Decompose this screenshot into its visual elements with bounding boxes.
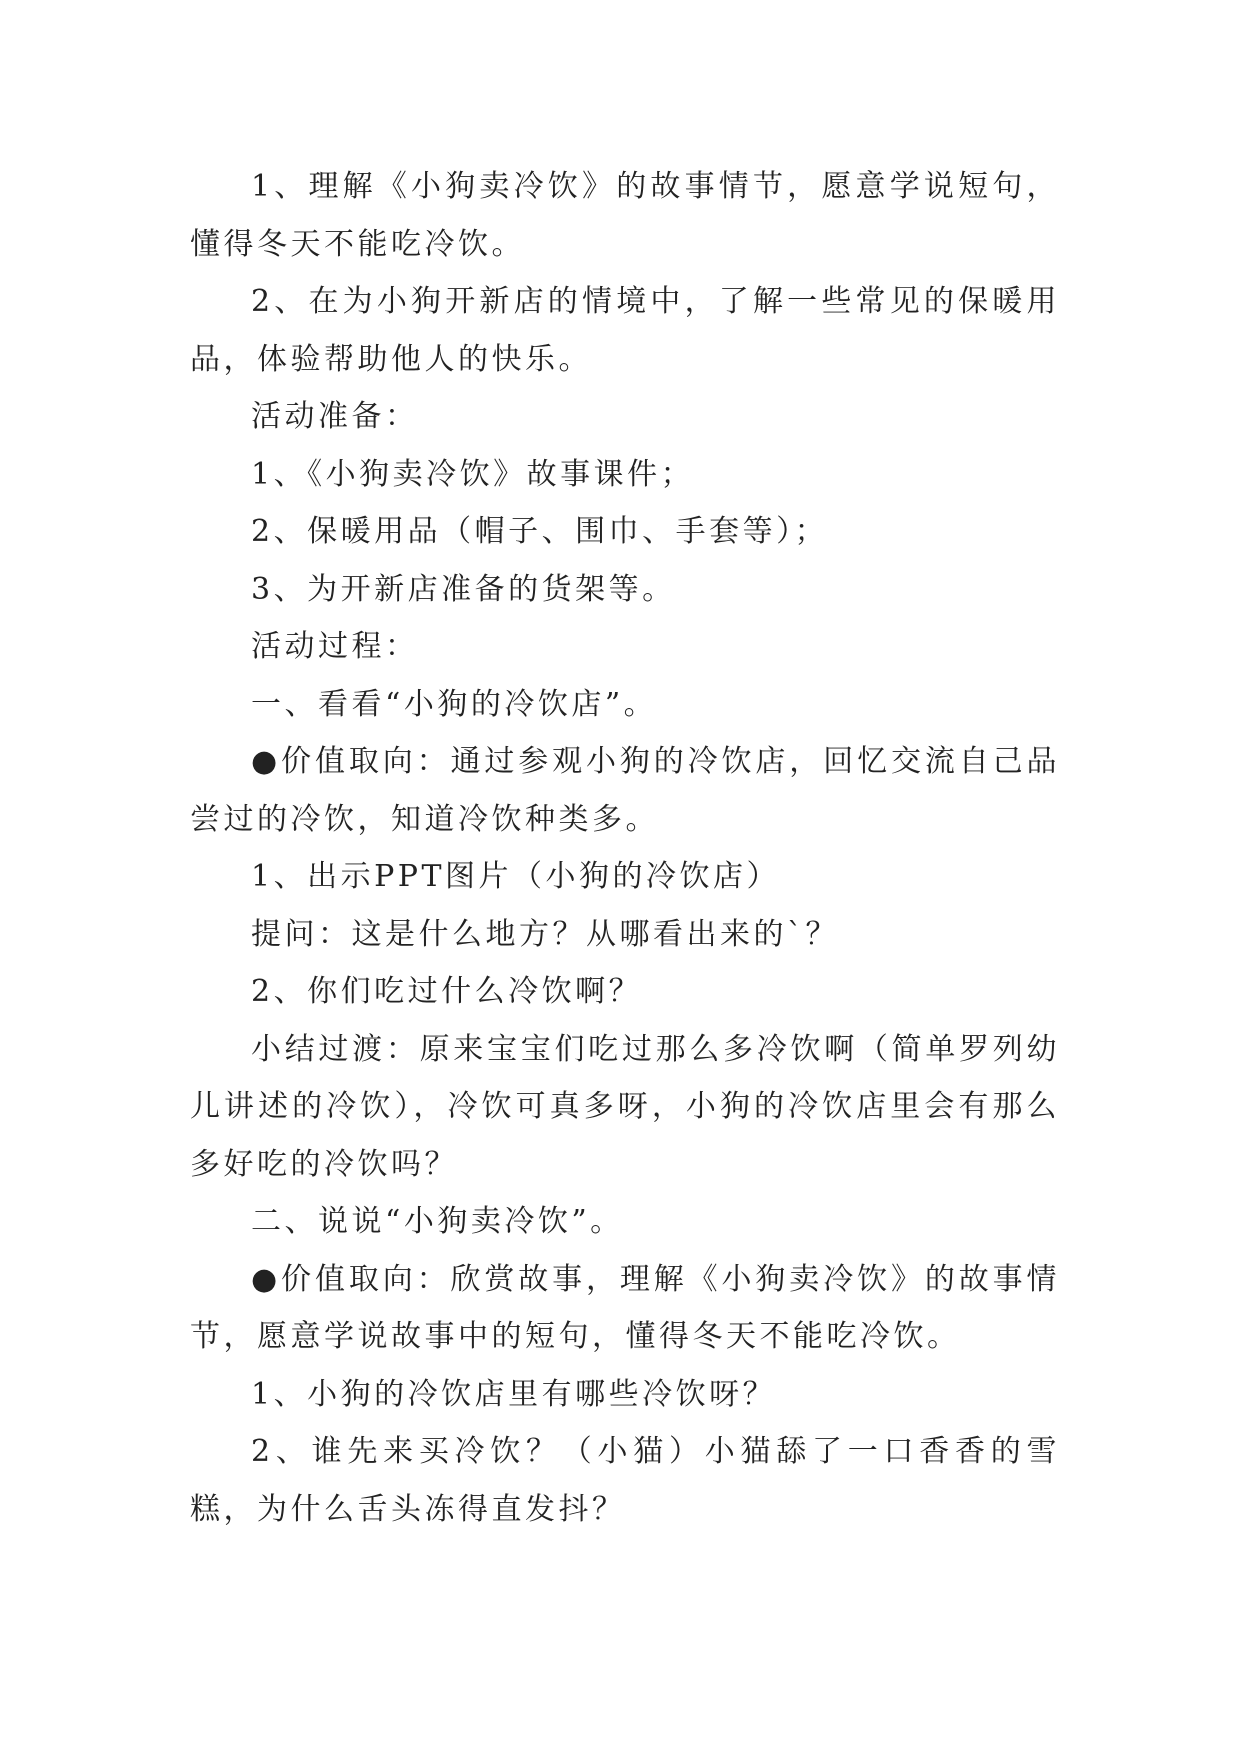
paragraph-prep-3: 3、为开新店准备的货架等。: [251, 571, 676, 607]
document-body: [190, 158, 1060, 1538]
value-orientation-2: ●价值取向：欣赏故事，理解《小狗卖冷饮》的故事情节，愿意学说故事中的短句，懂得冬天不能吃冷饮。: [190, 1261, 1060, 1354]
paragraph-objective-1: 1、理解《小狗卖冷饮》的故事情节，愿意学说短句，懂得冬天不能吃冷饮。: [190, 169, 1060, 262]
paragraph-objective-2: 2、在为小狗开新店的情境中，了解一些常见的保暖用品，体验帮助他人的快乐。: [190, 284, 1060, 377]
section-heading-2: 二、说说“小狗卖冷饮”。: [251, 1204, 624, 1239]
section-heading-1: 一、看看“小狗的冷饮店”。: [251, 686, 658, 722]
paragraph-story-step-2: 2、谁先来买冷饮？（小猫）小猫舔了一口香香的雪糕，为什么舌头冻得直发抖？: [190, 1434, 1060, 1527]
paragraph-summary: 小结过渡：原来宝宝们吃过那么多冷饮啊（简单罗列幼儿讲述的冷饮），冷饮可真多呀，小狗的冷饮店里会有那么多好吃的冷饮吗？: [190, 1031, 1060, 1182]
heading-process: 活动过程：: [251, 629, 419, 664]
value-orientation-1: ●价值取向：通过参观小狗的冷饮店，回忆交流自己品尝过的冷饮，知道冷饮种类多。: [190, 744, 1060, 837]
heading-preparation: 活动准备：: [251, 399, 419, 434]
paragraph-question-1: 提问：这是什么地方？从哪看出来的`？: [251, 916, 839, 952]
paragraph-prep-1: 1、《小狗卖冷饮》故事课件；: [251, 456, 695, 492]
paragraph-step-2: 2、你们吃过什么冷饮啊？: [251, 974, 643, 1009]
paragraph-prep-2: 2、保暖用品（帽子、围巾、手套等）；: [251, 514, 829, 549]
paragraph-step-1: 1、出示PPT图片（小狗的冷饮店）: [251, 859, 780, 894]
paragraph-story-step-1: 1、小狗的冷饮店里有哪些冷饮呀？: [251, 1376, 777, 1412]
